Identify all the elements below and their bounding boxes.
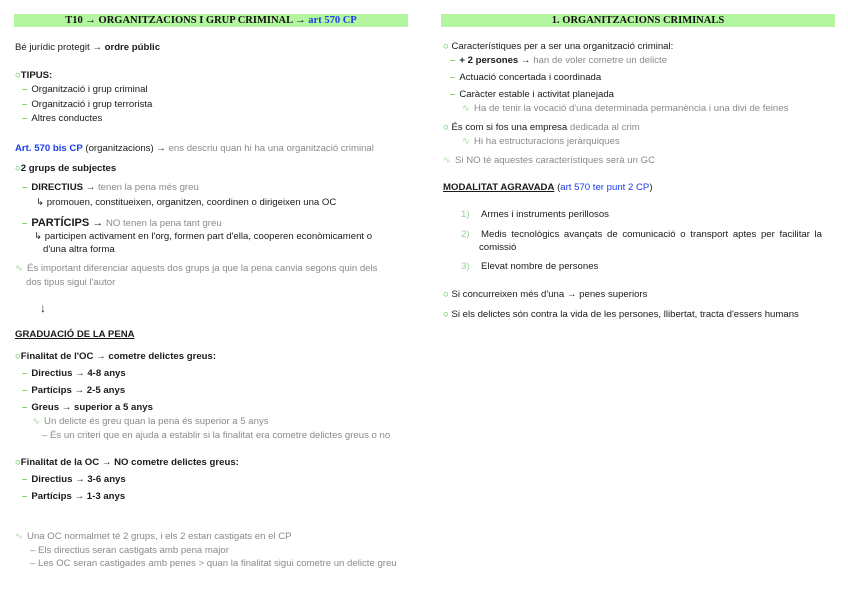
title-text: T10 → ORGANITZACIONS I GRUP CRIMINAL → bbox=[65, 15, 306, 26]
list-item bbox=[22, 384, 125, 398]
item-text: Elevat nombre de persones bbox=[481, 261, 599, 272]
item-text: Partícips → 2-5 anys bbox=[31, 385, 126, 396]
dash-icon: – bbox=[22, 99, 28, 110]
dash-icon: – bbox=[22, 182, 28, 193]
numbered-item bbox=[461, 228, 822, 242]
final-sub: – Els directius seran castigats amb pena major bbox=[30, 545, 229, 556]
item-number: 3) bbox=[461, 261, 470, 272]
item-text: Altres conductes bbox=[31, 113, 103, 124]
sub-text: promouen, constitueixen, organitzen, coordinen o dirigeixen una OC bbox=[46, 197, 337, 208]
dash-icon: – bbox=[22, 368, 28, 379]
left-title bbox=[14, 14, 408, 27]
paren: ) bbox=[649, 182, 653, 193]
return-arrow-icon: ↳ bbox=[34, 231, 45, 242]
heading: Característiques per a ser una organització criminal: bbox=[451, 41, 674, 52]
particips-sub bbox=[34, 230, 372, 244]
graduacio-heading: GRADUACIÓ DE LA PENA bbox=[15, 329, 135, 340]
item-text: Actuació concertada i coordinada bbox=[459, 72, 602, 83]
note-text: Una OC normalmet té 2 grups, i els 2 estan castigats en el CP bbox=[27, 531, 292, 542]
bullet-icon: ○ bbox=[15, 70, 21, 81]
art-paren: (organitzacions) → bbox=[85, 143, 166, 154]
dash-icon: – bbox=[450, 55, 456, 66]
item-text: Organització i grup terrorista bbox=[31, 99, 153, 110]
empresa bbox=[443, 121, 640, 135]
list-item bbox=[22, 401, 153, 415]
ref: art 570 ter punt 2 CP bbox=[560, 182, 650, 193]
heading: Finalitat de l'OC → cometre delictes greus: bbox=[20, 351, 217, 362]
caract-note bbox=[462, 102, 788, 116]
numbered-item bbox=[461, 260, 598, 274]
heading: 2 grups de subjectes bbox=[20, 163, 117, 174]
note: NO tenen la pena tant greu bbox=[105, 218, 222, 229]
squiggle-icon: ∿ bbox=[15, 531, 24, 542]
label: Bé jurídic protegit → bbox=[15, 42, 102, 53]
title-ref: art 570 CP bbox=[308, 15, 357, 26]
note-text: Si NO té aquestes característiques serà un GC bbox=[455, 155, 656, 166]
dash-icon: – bbox=[22, 385, 28, 396]
squiggle-icon: ∿ bbox=[443, 155, 452, 166]
paren: ( bbox=[557, 182, 561, 193]
item-text: Partícips → 1-3 anys bbox=[31, 491, 126, 502]
list-item bbox=[22, 83, 148, 97]
text: És com si fos una empresa bbox=[451, 122, 568, 133]
finalitat-1 bbox=[15, 350, 216, 364]
bullet-icon: ○ bbox=[443, 41, 452, 52]
list-item bbox=[450, 54, 667, 68]
delictes bbox=[443, 308, 799, 322]
text: Si concurreixen més d'una → penes superiors bbox=[451, 289, 648, 300]
particips bbox=[22, 216, 222, 231]
heading: Finalitat de la OC → NO cometre delictes greus: bbox=[20, 457, 239, 468]
greu-subnote: – És un criteri que en ajuda a establir si la finalitat era cometre delictes greus o no bbox=[42, 430, 391, 441]
squiggle-icon: ∿ bbox=[462, 103, 471, 114]
item-note: han de voler cometre un delicte bbox=[533, 55, 668, 66]
value: ordre públic bbox=[104, 42, 161, 53]
note-text: Un delicte és greu quan la pena és superior a 5 anys bbox=[44, 416, 269, 427]
final-note bbox=[15, 530, 292, 544]
directius-sub bbox=[36, 196, 336, 210]
item-text: Organització i grup criminal bbox=[31, 84, 148, 95]
text-grey: dedicada al crim bbox=[569, 122, 640, 133]
text: Si els delictes són contra la vida de les persones, llibertat, tracta d'essers humans bbox=[451, 309, 799, 320]
dash-icon: – bbox=[450, 72, 456, 83]
bullet-icon: ○ bbox=[443, 122, 452, 133]
bullet-icon: ○ bbox=[15, 351, 21, 362]
art-line bbox=[15, 142, 374, 156]
dash-icon: – bbox=[22, 113, 28, 124]
note: tenen la pena més greu bbox=[97, 182, 199, 193]
numbered-item bbox=[461, 208, 609, 222]
greu-note bbox=[32, 415, 269, 429]
bullet-icon: ○ bbox=[443, 289, 452, 300]
bullet-icon: ○ bbox=[15, 457, 21, 468]
empresa-note bbox=[462, 135, 620, 149]
list-item bbox=[22, 473, 126, 487]
heading: MODALITAT AGRAVADA bbox=[443, 182, 555, 193]
note-text: Hi ha estructuracions jeràrquiques bbox=[474, 136, 620, 147]
important-note bbox=[15, 262, 377, 276]
dash-icon: – bbox=[22, 474, 28, 485]
sub-text: participen activament en l'org, formen part d'ella, cooperen econòmicament o bbox=[44, 231, 373, 242]
concurr bbox=[443, 288, 647, 302]
bullet-icon: ○ bbox=[443, 309, 452, 320]
item-text: + 2 persones → bbox=[459, 55, 531, 66]
item-text: Caràcter estable i activitat planejada bbox=[459, 89, 614, 100]
item-number: 2) bbox=[461, 229, 470, 240]
label: DIRECTIUS → bbox=[31, 182, 96, 193]
squiggle-icon: ∿ bbox=[32, 416, 41, 427]
list-item bbox=[22, 98, 152, 112]
modalitat-heading bbox=[443, 181, 653, 195]
return-arrow-icon: ↳ bbox=[36, 197, 47, 208]
item-text: Medis tecnològics avançats de comunicació o transport aptes per facilitar la bbox=[481, 229, 823, 240]
list-item bbox=[450, 88, 614, 102]
final-sub: – Les OC seran castigades amb penes > quan la finalitat sigui cometre un delicte greu bbox=[30, 558, 397, 569]
dash-icon: – bbox=[22, 218, 28, 229]
down-arrow-icon: ↓ bbox=[40, 301, 46, 315]
item-text: Greus → superior a 5 anys bbox=[31, 402, 153, 413]
label: PARTÍCIPS → bbox=[31, 217, 104, 229]
right-title: 1. ORGANITZACIONS CRIMINALS bbox=[441, 14, 835, 27]
art-desc: ens descriu quan hi ha una organització criminal bbox=[168, 143, 374, 154]
tipus-heading bbox=[15, 69, 52, 83]
list-item bbox=[22, 490, 125, 504]
finalitat-2 bbox=[15, 456, 239, 470]
dash-icon: – bbox=[450, 89, 456, 100]
item-text: Directius → 3-6 anys bbox=[31, 474, 126, 485]
note-text-cont: dos tipus sigui l'autor bbox=[26, 277, 116, 288]
sub-text-cont: d'una altra forma bbox=[43, 244, 115, 255]
item-text-cont: comissió bbox=[479, 242, 517, 253]
dash-icon: – bbox=[22, 402, 28, 413]
list-item bbox=[22, 112, 102, 126]
note-text: Ha de tenir la vocació d'una determinada permanència i una divi de feines bbox=[474, 103, 789, 114]
caract-heading bbox=[443, 40, 673, 54]
sino-note bbox=[443, 154, 655, 168]
item-text: Directius → 4-8 anys bbox=[31, 368, 126, 379]
item-number: 1) bbox=[461, 209, 470, 220]
squiggle-icon: ∿ bbox=[462, 136, 471, 147]
note-text: És important diferenciar aquests dos grups ja que la pena canvia segons quin dels bbox=[27, 263, 378, 274]
item-text: Armes i instruments perillosos bbox=[481, 209, 609, 220]
dash-icon: – bbox=[22, 491, 28, 502]
dash-icon: – bbox=[22, 84, 28, 95]
grups-heading bbox=[15, 162, 116, 176]
bullet-icon: ○ bbox=[15, 163, 21, 174]
heading: TIPUS: bbox=[20, 70, 53, 81]
list-item bbox=[22, 367, 126, 381]
list-item bbox=[450, 71, 601, 85]
bien-juridic bbox=[15, 41, 160, 55]
squiggle-icon: ∿ bbox=[15, 263, 24, 274]
directius bbox=[22, 181, 199, 195]
art-ref: Art. 570 bis CP bbox=[15, 143, 83, 154]
